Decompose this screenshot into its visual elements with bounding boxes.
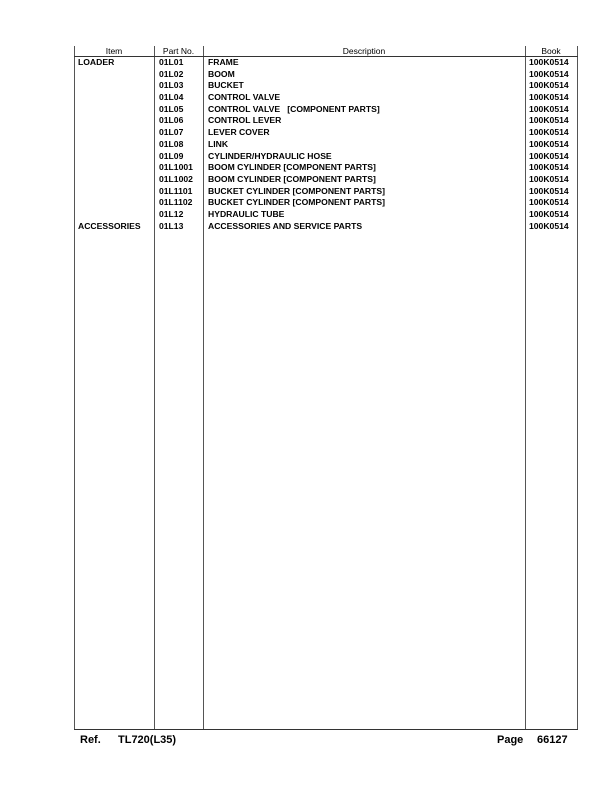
book-cell: 100K0514 [529, 162, 569, 173]
description-cell: LINK [208, 138, 229, 149]
book-cell: 100K0514 [529, 208, 569, 219]
book-cell: 100K0514 [529, 185, 569, 196]
table-row [74, 57, 578, 69]
description-cell: BOOM CYLINDER [COMPONENT PARTS] [208, 173, 376, 184]
part-no-cell: 01L01 [159, 57, 184, 67]
part-no-cell: 01L04 [159, 92, 184, 103]
parts-index-table [74, 46, 578, 730]
part-no-cell: 01L13 [159, 220, 184, 231]
table-row [74, 139, 578, 151]
table-row [74, 92, 578, 104]
description-cell: BUCKET CYLINDER [COMPONENT PARTS] [208, 197, 385, 208]
description-cell: BOOM [208, 68, 235, 79]
table-row [74, 69, 578, 81]
ref-value: TL720(L35) [118, 734, 177, 746]
table-row [74, 80, 578, 92]
table-bottom-border [74, 729, 578, 730]
book-cell: 100K0514 [529, 115, 569, 126]
book-cell: 100K0514 [529, 68, 569, 79]
book-cell: 100K0514 [529, 197, 569, 208]
table-row [74, 162, 578, 174]
part-no-cell: 01L1001 [159, 162, 193, 173]
header-description: Description [342, 46, 386, 56]
ref-label: Ref. [80, 734, 101, 746]
description-cell: ACCESSORIES AND SERVICE PARTS [208, 220, 363, 231]
part-no-cell: 01L1101 [159, 185, 193, 196]
book-cell: 100K0514 [529, 173, 569, 184]
page-number: 66127 [537, 734, 568, 746]
table-row [74, 174, 578, 186]
book-cell: 100K0514 [529, 103, 569, 114]
description-cell: BOOM CYLINDER [COMPONENT PARTS] [208, 162, 376, 173]
header-item: Item [105, 46, 123, 56]
part-no-cell: 01L1002 [159, 173, 193, 184]
description-cell: LEVER COVER [208, 127, 270, 138]
book-cell: 100K0514 [529, 80, 569, 91]
part-no-cell: 01L07 [159, 127, 184, 138]
book-cell: 100K0514 [529, 138, 569, 149]
book-cell: 100K0514 [529, 150, 569, 161]
page-label: Page [497, 734, 524, 746]
description-cell: BUCKET [208, 80, 244, 91]
book-cell: 100K0514 [529, 57, 569, 67]
description-cell: CONTROL VALVE [208, 92, 281, 103]
book-cell: 100K0514 [529, 127, 569, 138]
header-book: Book [541, 46, 561, 56]
description-cell: BUCKET CYLINDER [COMPONENT PARTS] [208, 185, 385, 196]
table-row [74, 209, 578, 221]
book-cell: 100K0514 [529, 220, 569, 231]
table-row [74, 151, 578, 163]
part-no-cell: 01L05 [159, 103, 184, 114]
table-body [74, 57, 578, 232]
part-no-cell: 01L09 [159, 150, 184, 161]
item-cell: LOADER [78, 57, 115, 67]
part-no-cell: 01L12 [159, 208, 184, 219]
description-cell: FRAME [208, 57, 239, 67]
description-cell: CONTROL VALVE [COMPONENT PARTS] [208, 103, 380, 114]
header-part-no: Part No. [162, 46, 195, 56]
table-row [74, 221, 578, 233]
item-cell: ACCESSORIES [78, 220, 141, 231]
part-no-cell: 01L08 [159, 138, 184, 149]
description-cell: CYLINDER/HYDRAULIC HOSE [208, 150, 332, 161]
part-no-cell: 01L06 [159, 115, 184, 126]
part-no-cell: 01L03 [159, 80, 184, 91]
table-row [74, 115, 578, 127]
part-no-cell: 01L1102 [159, 197, 193, 208]
book-cell: 100K0514 [529, 92, 569, 103]
table-row [74, 127, 578, 139]
table-row [74, 186, 578, 198]
part-no-cell: 01L02 [159, 68, 184, 79]
description-cell: HYDRAULIC TUBE [208, 208, 285, 219]
description-cell: CONTROL LEVER [208, 115, 282, 126]
table-row [74, 104, 578, 116]
table-row [74, 197, 578, 209]
